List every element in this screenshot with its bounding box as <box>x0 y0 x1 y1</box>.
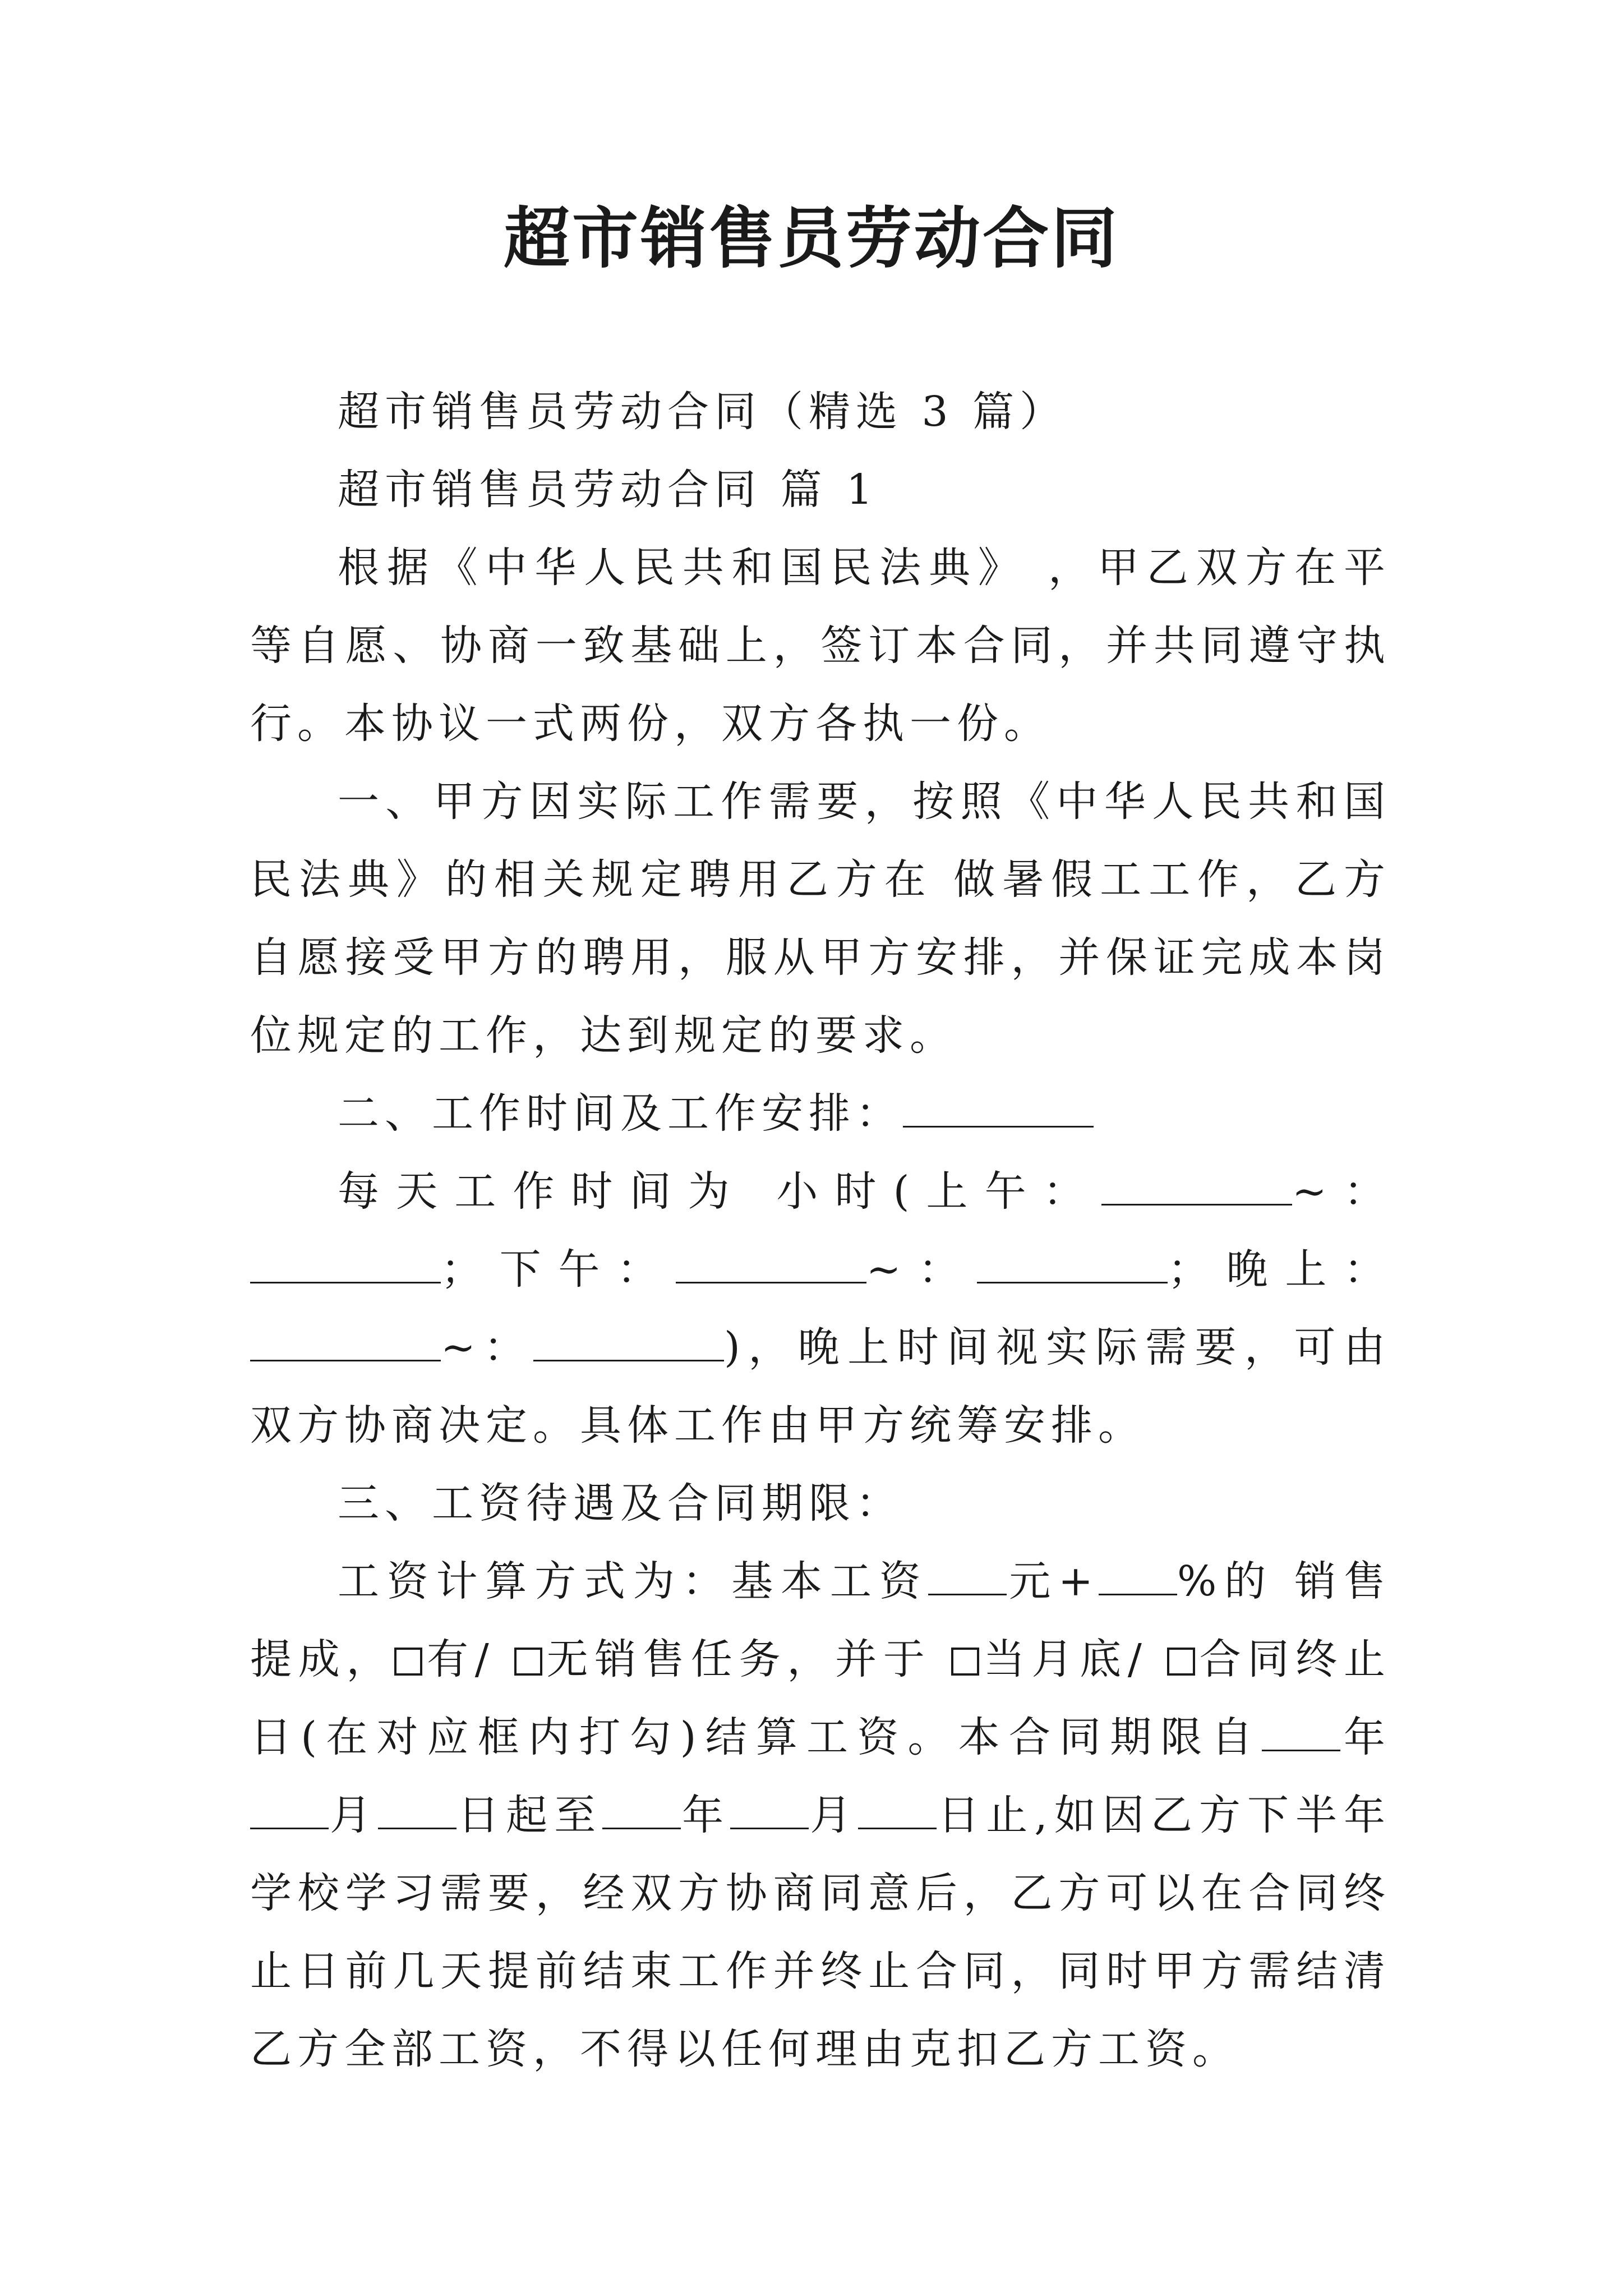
paragraph-clause-1: 一、甲方因实际工作需要，按照《中华人民共和国民法典》的相关规定聘用乙方在 做暑假工工作，乙方自愿接受甲方的聘用，服从甲方安排，并保证完成本岗位规定的工作，达到规定的要求。 <box>250 777 1391 1060</box>
salary-text: 月 <box>329 1791 379 1839</box>
blank-line <box>1262 1710 1340 1751</box>
salary-text: 工资计算方式为：基本工资 <box>338 1557 929 1605</box>
salary-text: 日止,如因乙方下半年学校学习需要，经双方协商同意后，乙方可以在合同终止日前几天提前结束工作并终止合同，同时甲方需结清乙方全部工资，不得以任何理由克扣乙方工资。 <box>250 1791 1391 2073</box>
salary-text: 月 <box>809 1791 859 1839</box>
salary-text: 年 <box>681 1791 731 1839</box>
paragraph-subtitle: 超市销售员劳动合同（精选 3 篇） <box>338 388 1067 436</box>
work-hours-text: ；下午： <box>441 1245 676 1294</box>
salary-text: 当月底/ <box>982 1635 1168 1683</box>
blank-line <box>250 1320 441 1361</box>
paragraph-clause-3-heading: 三、工资待遇及合同期限： <box>338 1479 903 1527</box>
work-hours-text: )，晚上时间视实际需要，可由双方协商决定。具体工作由甲方统筹安排。 <box>250 1323 1391 1450</box>
document-body <box>250 373 1391 2088</box>
blank-line <box>533 1320 724 1361</box>
blank-line <box>858 1788 937 1829</box>
blank-line <box>1099 1554 1177 1595</box>
blank-line <box>250 1243 441 1283</box>
paragraph-intro: 根据《中华人民共和国民法典》 ，甲乙双方在平等自愿、协商一致基础上，签订本合同，并共同遵守执行。本协议一式两份，双方各执一份。 <box>250 544 1391 748</box>
salary-text: 无销售任务，并于 <box>545 1635 951 1683</box>
salary-text: %的 销售提成， <box>250 1557 1391 1683</box>
salary-text: 合同终止日(在对应框内打勾)结算工资。本合同期限自 <box>250 1635 1391 1761</box>
checkbox[interactable] <box>514 1648 542 1676</box>
paragraph-work-hours <box>250 1153 1391 1465</box>
paragraph-section-heading: 超市销售员劳动合同 篇 1 <box>338 466 879 514</box>
salary-text: 元+ <box>1007 1557 1099 1605</box>
blank-line <box>1101 1165 1292 1205</box>
blank-line <box>730 1788 809 1829</box>
blank-line <box>928 1554 1007 1595</box>
checkbox[interactable] <box>394 1648 422 1676</box>
blank-line <box>378 1788 457 1829</box>
blank-line <box>676 1243 866 1283</box>
blank-line <box>602 1788 681 1829</box>
work-hours-text: ~： <box>441 1323 533 1372</box>
salary-text: 有/ <box>426 1635 514 1683</box>
salary-text: 年 <box>1340 1713 1391 1761</box>
work-hours-text: ~： <box>866 1245 978 1294</box>
document-title: 超市销售员劳动合同 <box>503 199 1119 277</box>
work-hours-text: ；晚上： <box>1168 1245 1391 1294</box>
work-hours-text: 每天工作时间为 小时(上午： <box>338 1167 1101 1216</box>
blank-line <box>903 1087 1094 1128</box>
blank-line <box>250 1788 329 1829</box>
work-hours-text: ~： <box>1292 1167 1391 1216</box>
clause-2-heading-text: 二、工作时间及工作安排： <box>338 1089 903 1138</box>
salary-text: 日起至 <box>457 1791 603 1839</box>
checkbox[interactable] <box>1167 1648 1195 1676</box>
blank-line <box>977 1243 1168 1283</box>
checkbox[interactable] <box>951 1648 979 1676</box>
paragraph-salary <box>250 1543 1391 2088</box>
paragraph-clause-2-heading <box>250 1075 1391 1153</box>
